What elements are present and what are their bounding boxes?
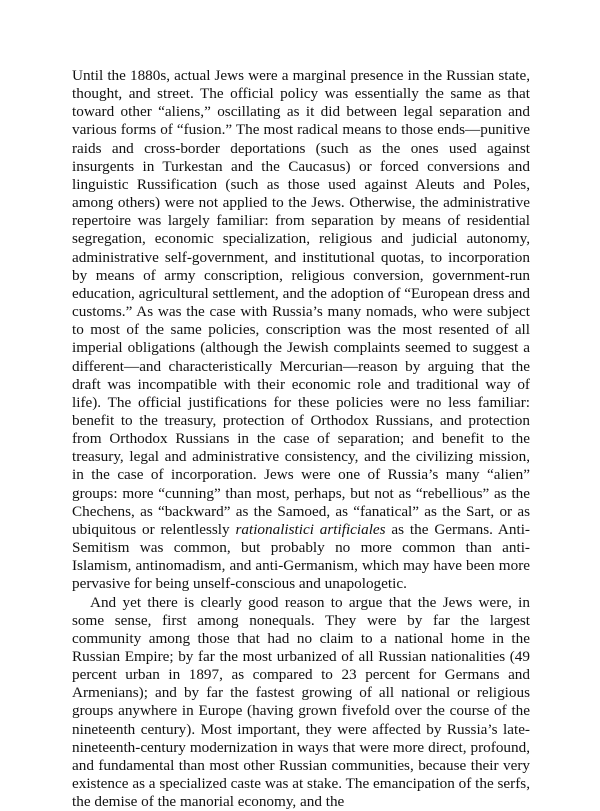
paragraph-1-text-a: Until the 1880s, actual Jews were a marginal presence in the Russian state, thought, and street. The official policy was essentially the same as that toward other “aliens,” oscillating as it did between legal separation and various forms of “fusion.” The most radical means to those ends—punitive raids and cross-border deportations (such as the ones used against insurgents in Turkestan and the Caucasus) or forced conversions and linguistic Russification (such as those used against Aleuts and Poles, among others) were not applied to the Jews. Otherwise, the administrative repertoire was largely familiar: from separation by means of residential segregation, economic specialization, religious and judicial autonomy, administrative self-government, and institutional quotas, to incorporation by means of army conscription, religious conversion, government-run education, agricultural settlement, and the adoption of “European dress and customs.” As was the case with Russia’s many nomads, who were subject to most of the same policies, conscription was the most resented of all imperial obligations (although the Jewish complaints seemed to suggest a different—and characteristically Mercurian—reason by arguing that the draft was incompatible with their economic role and traditional way of life). The official justifications for these policies were no less familiar: benefit to the treasury, protection of Orthodox Russians, and protection from Orthodox Russians in the case of separation; and benefit to the treasury, legal and administrative consistency, and the civilizing mission, in the case of incorporation. Jews were one of Russia’s many “alien” groups: more “cunning” than most, perhaps, but not as “rebellious” as the Chechens, as “backward” as the Samoed, as “fanatical” as the Sart, or as ubiquitous or relentlessly [72, 67, 530, 538]
paragraph-1-italic-phrase: rationalistici artificiales [235, 520, 386, 538]
paragraph-1-text-b: as the Germans. Anti-Semitism was common, but probably no more common than anti-Islamism, antinomadism, and anti-Germanism, which may have been more pervasive for being unself-conscious and unapologetic. [72, 520, 530, 593]
paragraph-1 [72, 67, 530, 594]
paragraph-2: And yet there is clearly good reason to argue that the Jews were, in some sense, first among nonequals. They were by far the largest community among those that had no claim to a national home in the Russian Empire; by far the most urbanized of all Russian nationalities (49 percent urban in 1897, as compared to 23 percent for Germans and Armenians); and by far the fastest growing of all national or religious groups anywhere in Europe (having grown fivefold over the course of the nineteenth century). Most important, they were affected by Russia’s late-nineteenth-century modernization in ways that were more direct, profound, and fundamental than most other Russian communities, because their very existence as a specialized caste was at stake. The emancipation of the serfs, the demise of the manorial economy, and the [72, 593, 530, 811]
document-page [72, 67, 530, 811]
